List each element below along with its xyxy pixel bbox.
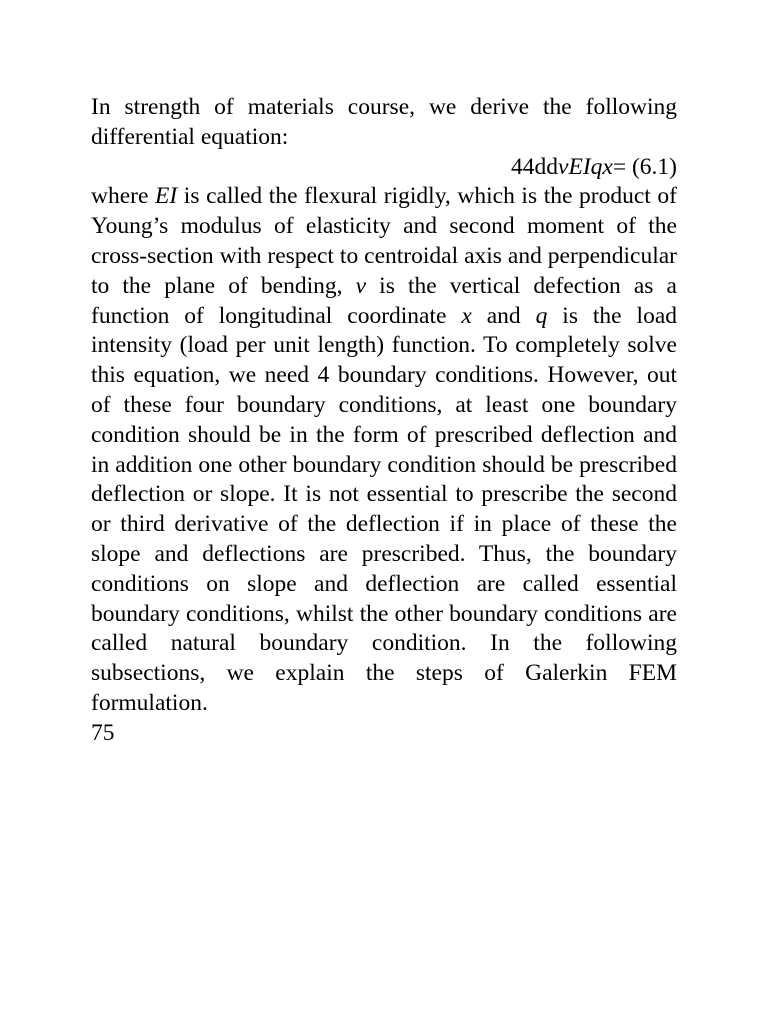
body-text-5: is the load intensity (load per unit length) function. To completely solve this equation, we need 4 boundary conditions. However, out of these four boundary conditions, at least one boundary condition should be in the form of prescribed deflection and in addition one other boundary condition should be prescribed deflection or slope. It is not essential to prescribe the second or third derivative of the deflection if in place of these the slope and deflections are prescribed. Thus, the boundary conditions on slope and deflection are called essential boundary conditions, whilst the other boundary conditions are called natural boundary condition. In the following subsections, we explain the steps of Galerkin FEM formulation. xyxy=(91,302,677,716)
symbol-v: v xyxy=(355,272,367,299)
symbol-ei: EI xyxy=(155,183,178,210)
equation-6-1 xyxy=(91,153,677,183)
equation-var-v: v xyxy=(558,153,569,180)
body-text-2: is called the flexural rigidly, which is the product of Young’s modulus of elasticity and second moment of the cross-section with respect to centroidal axis and perpendicular to the plane of bending, xyxy=(91,183,677,299)
equation-var-ei: EI xyxy=(568,153,591,180)
body-text-3: is the vertical defection as a function of longitudinal coordinate xyxy=(91,272,677,329)
equation-var-q: q xyxy=(590,153,603,180)
body-text-1: where xyxy=(91,183,156,210)
body-text-4: and xyxy=(471,302,536,329)
symbol-q: q xyxy=(535,302,548,329)
equation-prefix: 44dd xyxy=(511,153,559,180)
body-paragraph xyxy=(91,182,677,718)
equation-number: = (6.1) xyxy=(612,153,677,180)
intro-paragraph: In strength of materials course, we derive the following differential equation: xyxy=(91,94,677,150)
document-page xyxy=(91,93,677,749)
page-number: 75 xyxy=(91,719,115,746)
equation-var-x: x xyxy=(602,153,613,180)
symbol-x: x xyxy=(461,302,472,329)
